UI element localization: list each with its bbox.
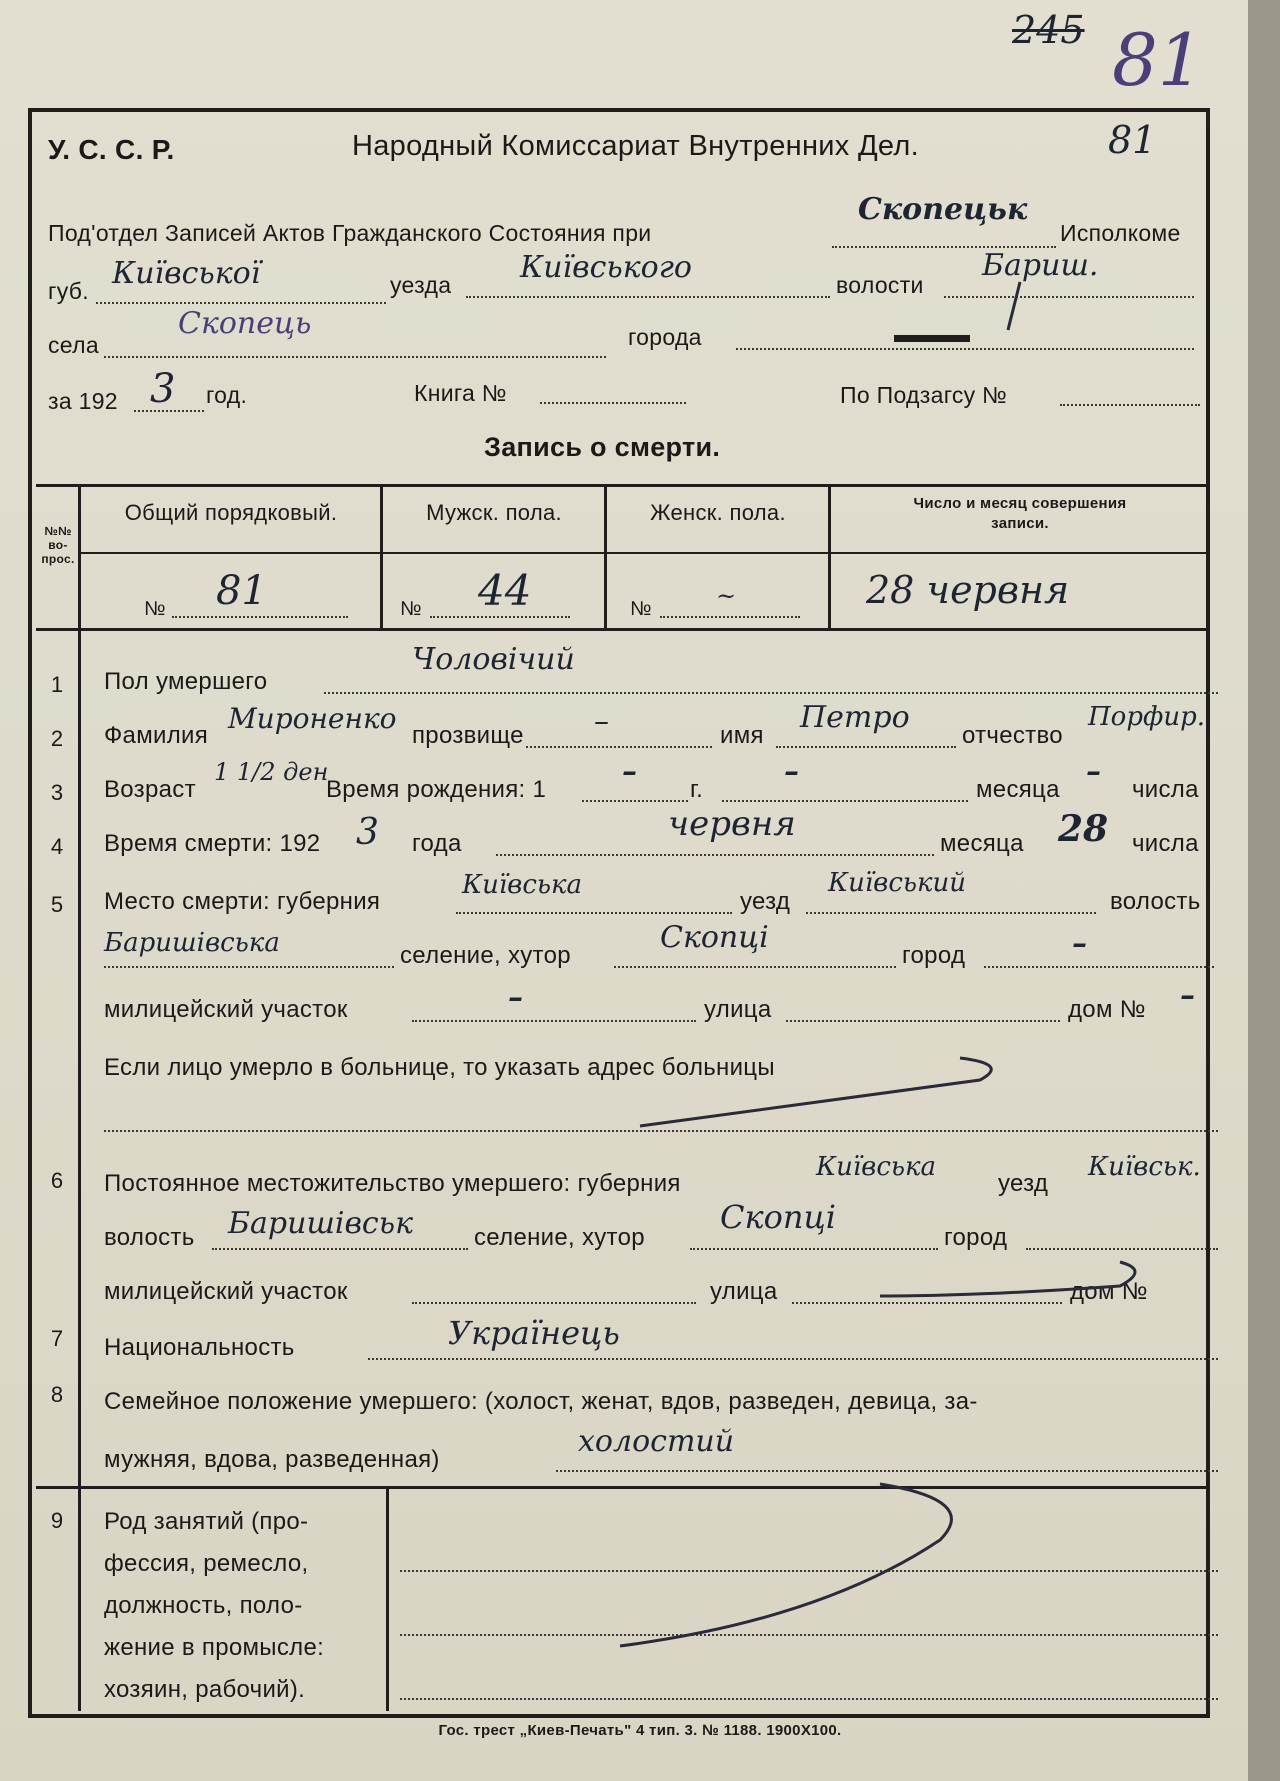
record-title: Запись о смерти. bbox=[484, 432, 721, 462]
surname-value: Мироненко bbox=[228, 702, 397, 735]
nickname-label: прозвище bbox=[412, 722, 524, 749]
death-volost-label: волость bbox=[1110, 888, 1201, 915]
archive-number-crossed: 245 bbox=[1012, 8, 1085, 52]
residence-label: Постоянное местожительство умершего: губерния bbox=[104, 1170, 681, 1197]
occupation-label-5: хозяин, рабочий). bbox=[104, 1676, 306, 1703]
nationality-label: Национальность bbox=[104, 1334, 295, 1361]
residence-street-label: улица bbox=[710, 1278, 778, 1305]
occupation-label-1: Род занятий (про- bbox=[104, 1508, 309, 1535]
selo-label: села bbox=[48, 332, 99, 358]
row-number-7: 7 bbox=[50, 1326, 64, 1351]
death-house-label: дом № bbox=[1068, 996, 1146, 1023]
archive-number: 81 bbox=[1112, 18, 1204, 102]
death-selo-label: селение, хутор bbox=[400, 942, 571, 969]
death-time-label: Время смерти: 192 bbox=[104, 830, 321, 857]
row-number-2: 2 bbox=[50, 726, 64, 751]
subdept-label: Под'отдел Записей Актов Гражданского Состояния при bbox=[48, 220, 652, 246]
surname-label: Фамилия bbox=[104, 722, 209, 749]
birth-year-suffix: г. bbox=[690, 776, 704, 803]
death-street-label: улица bbox=[704, 996, 772, 1023]
occupation-label-2: фессия, ремесло, bbox=[104, 1550, 309, 1577]
death-year-suffix: года bbox=[412, 830, 462, 857]
sex-label: Пол умершего bbox=[104, 668, 268, 695]
year-value: 3 bbox=[150, 366, 176, 412]
commissariat-title: Народный Комиссариат Внутренних Дел. bbox=[352, 130, 919, 162]
year-label: за 192 bbox=[48, 388, 118, 414]
gub-value: Київської bbox=[112, 256, 261, 291]
marital-value: холостий bbox=[578, 1424, 735, 1459]
executive-label: Исполкоме bbox=[1060, 220, 1181, 246]
no-sign-3: № bbox=[630, 598, 652, 620]
death-month-label: месяца bbox=[940, 830, 1024, 857]
nickname-value: – bbox=[594, 704, 609, 739]
residence-selo-label: селение, хутор bbox=[474, 1224, 645, 1251]
age-label: Возраст bbox=[104, 776, 196, 803]
residence-gorod-label: город bbox=[944, 1224, 1008, 1251]
death-place-label: Место смерти: губерния bbox=[104, 888, 381, 915]
patronymic-label: отчество bbox=[962, 722, 1063, 749]
hospital-label: Если лицо умерло в больнице, то указать адрес больницы bbox=[104, 1054, 775, 1081]
male-number-value: 44 bbox=[478, 566, 532, 615]
question-number-header: №№ во-прос. bbox=[41, 524, 75, 566]
printer-imprint: Гос. трест „Киев-Печать" 4 тип. 3. № 1188. 1900Х100. bbox=[438, 1722, 842, 1739]
death-day-label: числа bbox=[1132, 830, 1199, 857]
birth-day-label: числа bbox=[1132, 776, 1199, 803]
sex-value: Чоловічий bbox=[412, 642, 575, 677]
residence-volost-label: волость bbox=[104, 1224, 195, 1251]
general-number-value: 81 bbox=[216, 568, 267, 614]
book-label: Книга № bbox=[414, 380, 507, 406]
residence-uezd-label: уезд bbox=[998, 1170, 1049, 1197]
birth-month-value: – bbox=[784, 754, 799, 789]
subdept-value: Скопецьк bbox=[858, 192, 1028, 227]
residence-gub-value: Київська bbox=[816, 1152, 937, 1182]
death-year-value: 3 bbox=[356, 812, 379, 853]
marital-label-line2: мужняя, вдова, разведенная) bbox=[104, 1446, 440, 1473]
nationality-value: Українець bbox=[448, 1314, 620, 1352]
death-uezd-label: уезд bbox=[740, 888, 791, 915]
uezd-label: уезда bbox=[390, 272, 452, 298]
volost-value: Бариш. bbox=[982, 248, 1099, 283]
death-militia-value: – bbox=[508, 980, 523, 1015]
death-selo-value: Скопці bbox=[660, 920, 769, 955]
residence-volost-value: Баришівськ bbox=[228, 1206, 413, 1241]
column-record-date: Число и месяц совершения записи. bbox=[913, 495, 1127, 532]
female-number-value: ~ bbox=[716, 582, 737, 610]
podzags-label: По Подзагсу № bbox=[840, 382, 1008, 408]
no-sign-1: № bbox=[144, 598, 166, 620]
row-number-6: 6 bbox=[50, 1168, 64, 1193]
year-suffix: год. bbox=[206, 382, 248, 408]
death-month-value: червня bbox=[668, 804, 796, 844]
death-uezd-value: Київський bbox=[828, 868, 967, 898]
no-sign-2: № bbox=[400, 598, 422, 620]
birth-label: Время рождения: 1 bbox=[326, 776, 547, 803]
row-number-8: 8 bbox=[50, 1382, 64, 1407]
row-number-1: 1 bbox=[50, 672, 64, 697]
death-militia-label: милицейский участок bbox=[104, 996, 348, 1023]
commissariat-handwritten-number: 81 bbox=[1108, 118, 1157, 162]
volost-label: волости bbox=[836, 272, 924, 298]
occupation-label-3: должность, поло- bbox=[104, 1592, 303, 1619]
residence-house-label: дом № bbox=[1070, 1278, 1148, 1305]
residence-militia-label: милицейский участок bbox=[104, 1278, 348, 1305]
record-date-value: 28 червня bbox=[866, 568, 1070, 612]
death-day-value: 28 bbox=[1058, 808, 1109, 850]
gorod-label: города bbox=[628, 324, 702, 350]
selo-value: Скопець bbox=[178, 306, 312, 341]
occupation-label-4: жение в промысле: bbox=[104, 1634, 325, 1661]
death-house-value: – bbox=[1180, 978, 1195, 1013]
row-number-9: 9 bbox=[50, 1508, 64, 1533]
residence-uezd-value: Київськ. bbox=[1088, 1152, 1201, 1182]
residence-selo-value: Скопці bbox=[720, 1198, 837, 1236]
column-female: Женск. пола. bbox=[650, 500, 786, 525]
birth-year-value: – bbox=[622, 754, 637, 789]
gub-label: губ. bbox=[48, 278, 89, 304]
row-number-5: 5 bbox=[50, 892, 64, 917]
age-value: 1 1/2 ден bbox=[214, 758, 329, 786]
republic-label: У. С. С. Р. bbox=[48, 134, 175, 165]
marital-label-line1: Семейное положение умершего: (холост, женат, вдов, разведен, девица, за- bbox=[104, 1388, 978, 1415]
birth-day-value: – bbox=[1086, 754, 1101, 789]
uezd-value: Київського bbox=[520, 250, 692, 285]
death-gub-value: Київська bbox=[462, 870, 583, 900]
column-general-number: Общий порядковый. bbox=[124, 500, 338, 525]
birth-month-label: месяца bbox=[976, 776, 1060, 803]
row-number-3: 3 bbox=[50, 780, 64, 805]
death-gorod-value: – bbox=[1072, 926, 1087, 961]
name-value: Петро bbox=[800, 700, 910, 735]
column-male: Мужск. пола. bbox=[426, 500, 562, 525]
death-volost-value: Баришівська bbox=[104, 928, 280, 958]
name-label: имя bbox=[720, 722, 764, 749]
row-number-4: 4 bbox=[50, 834, 64, 859]
death-gorod-label: город bbox=[902, 942, 966, 969]
patronymic-value: Порфир. bbox=[1088, 702, 1205, 732]
